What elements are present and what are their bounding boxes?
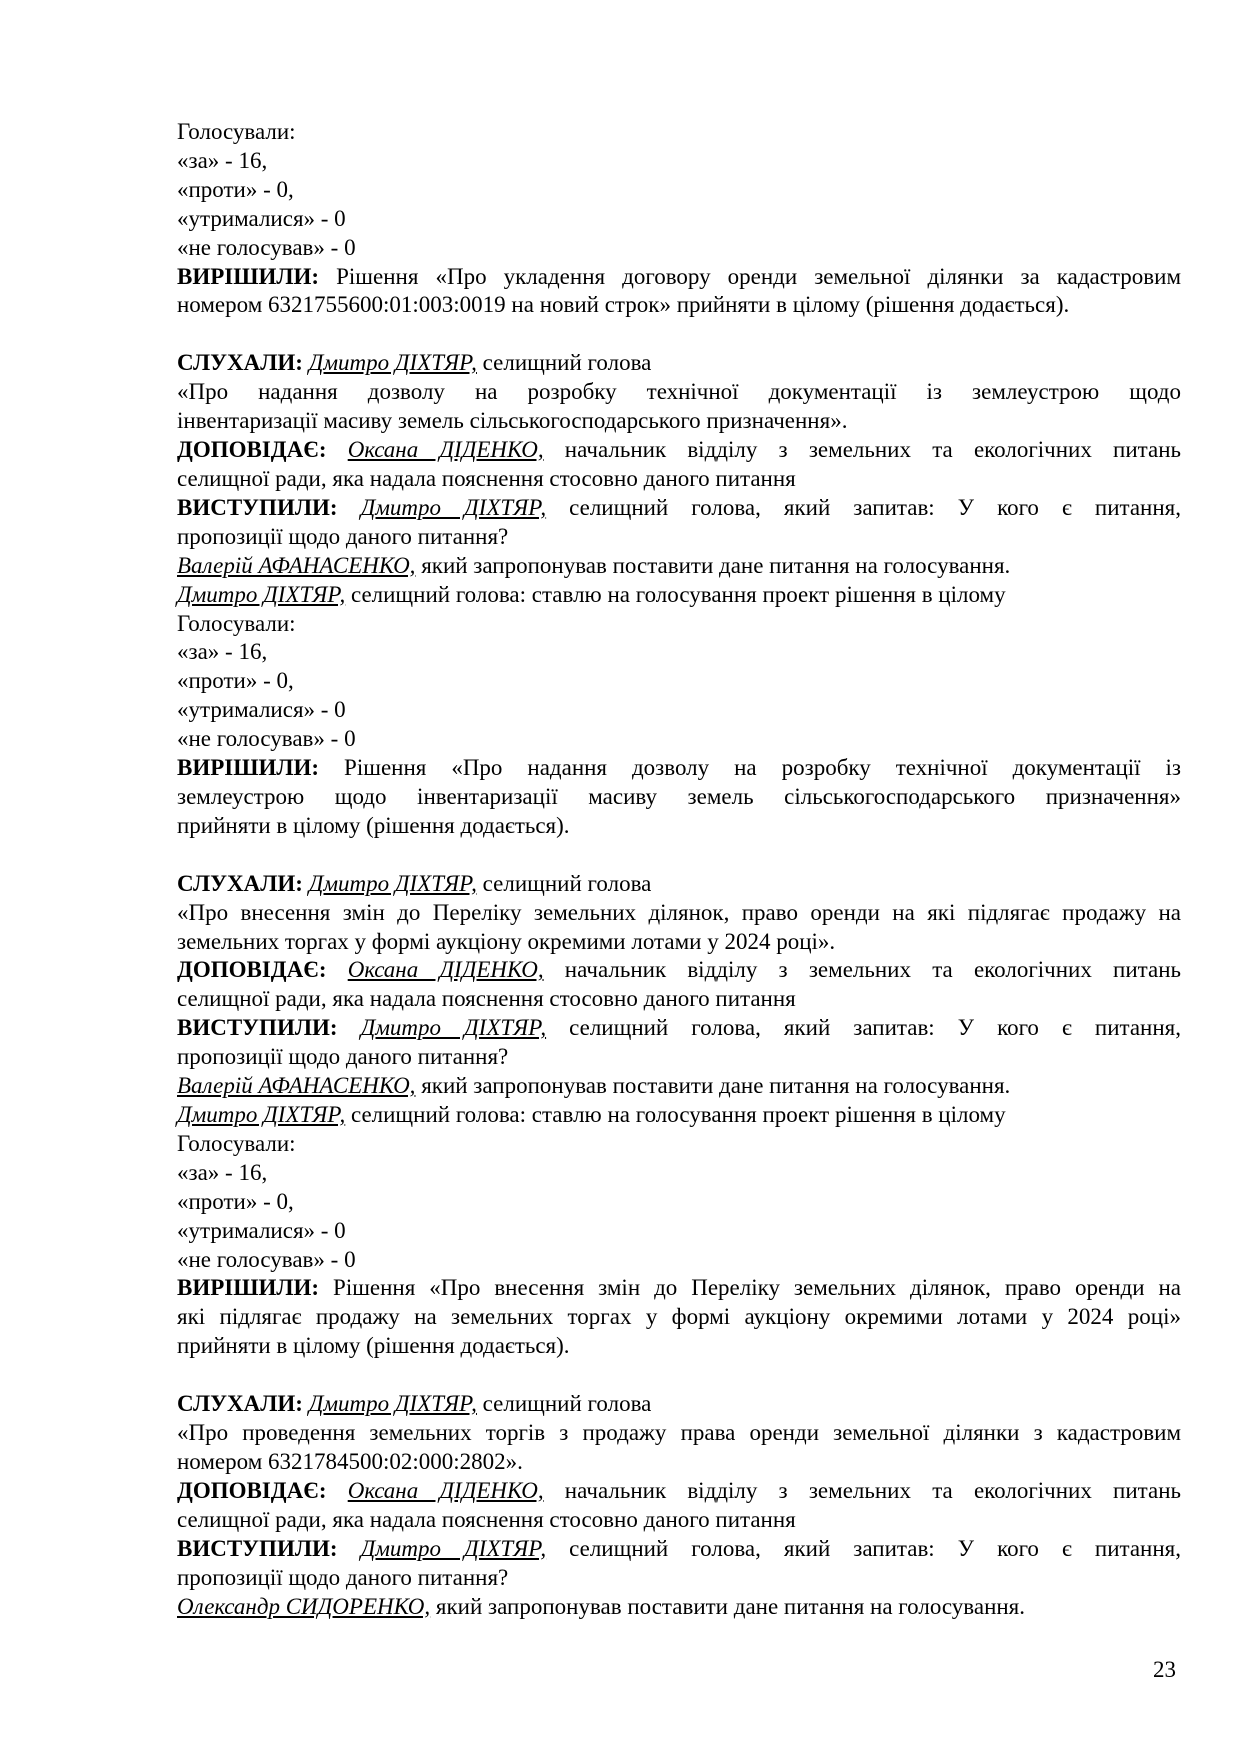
speaker-name: Дмитро ДІХТЯР,: [308, 1391, 477, 1417]
proposer-text: який запропонував поставити дане питання на голосування.: [415, 1073, 1011, 1099]
spoke-line-cont: пропозиції щодо даного питання?: [177, 523, 509, 549]
speaker-name: Дмитро ДІХТЯР,: [360, 1015, 547, 1041]
reports-line-cont: селищної ради, яка надала пояснення стосовно даного питання: [177, 1506, 796, 1532]
decision-text-cont: які підлягає продажу на земельних торгах у формі аукціону окремими лотами у 2024 році»: [177, 1304, 1181, 1330]
decision-text-end: прийняти в цілому (рішення додається).: [177, 812, 570, 838]
reporter-name: Оксана ДІДЕНКО,: [347, 437, 544, 463]
speaker-role: селищний голова: [476, 350, 652, 376]
votes-against: «проти» - 0,: [177, 1188, 294, 1214]
page-content: [177, 118, 1181, 1621]
votes-for: «за» - 16,: [177, 639, 268, 665]
reports-label: ДОПОВІДАЄ:: [177, 437, 327, 463]
decided-label: ВИРІШИЛИ:: [177, 263, 320, 289]
reports-line-cont: селищної ради, яка надала пояснення стосовно даного питання: [177, 986, 796, 1012]
reports-line-cont: селищної ради, яка надала пояснення стосовно даного питання: [177, 465, 796, 491]
reporter-role: начальник відділу з земельних та екологічних питань: [543, 957, 1182, 983]
vote-block-1: [177, 118, 1181, 320]
decision-text-end: прийняти в цілому (рішення додається).: [177, 1333, 570, 1359]
heard-label: СЛУХАЛИ:: [177, 1391, 303, 1417]
decision-line: [177, 754, 1181, 783]
reporter-name: Оксана ДІДЕНКО,: [347, 1477, 544, 1503]
topic-line-cont: номером 6321784500:02:000:2802».: [177, 1448, 523, 1474]
heard-line: [177, 349, 1181, 378]
topic-line: «Про проведення земельних торгів з продажу права оренди земельної ділянки з кадастровим: [177, 1420, 1181, 1446]
agenda-item-3: [177, 870, 1181, 1361]
proposer-name: Олександр СИДОРЕНКО,: [177, 1593, 431, 1619]
spoke-label: ВИСТУПИЛИ:: [177, 494, 338, 520]
heard-label: СЛУХАЛИ:: [177, 350, 303, 376]
spoke-text: селищний голова, який запитав: У кого є питання,: [546, 1535, 1181, 1561]
speaker-role: селищний голова: [476, 1391, 652, 1417]
proposer-line: [177, 552, 1181, 581]
chair-line: [177, 581, 1181, 610]
topic-line-cont: інвентаризації масиву земель сільськогосподарського призначення».: [177, 408, 848, 434]
votes-abstained: «утрималися» - 0: [177, 1217, 346, 1243]
spoke-line-cont: пропозиції щодо даного питання?: [177, 1564, 509, 1590]
votes-for: «за» - 16,: [177, 1159, 268, 1185]
reports-line: [177, 436, 1181, 465]
votes-not-voted: «не голосував» - 0: [177, 726, 356, 752]
votes-not-voted: «не голосував» - 0: [177, 1246, 356, 1272]
reports-label: ДОПОВІДАЄ:: [177, 1477, 327, 1503]
votes-against: «проти» - 0,: [177, 668, 294, 694]
speaker-name: Дмитро ДІХТЯР,: [308, 350, 477, 376]
decision-text: Рішення «Про внесення змін до Переліку земельних ділянок, право оренди на: [319, 1275, 1181, 1301]
reporter-role: начальник відділу з земельних та екологічних питань: [543, 1477, 1182, 1503]
topic-line: «Про внесення змін до Переліку земельних ділянок, право оренди на які підлягає продажу на: [177, 899, 1181, 925]
decided-label: ВИРІШИЛИ:: [177, 755, 320, 781]
agenda-item-2: [177, 349, 1181, 840]
heard-line: [177, 870, 1181, 899]
topic-line: «Про надання дозволу на розробку технічної документації із землеустрою щодо: [177, 379, 1181, 405]
chair-text: селищний голова: ставлю на голосування проект рішення в цілому: [345, 1102, 1006, 1127]
heard-line: [177, 1390, 1181, 1419]
decision-text: Рішення «Про надання дозволу на розробку технічної документації із: [319, 755, 1181, 781]
spoke-label: ВИСТУПИЛИ:: [177, 1535, 338, 1561]
speaker-name: Дмитро ДІХТЯР,: [308, 870, 477, 896]
decision-line: [177, 1274, 1181, 1303]
reports-line: [177, 1477, 1181, 1506]
heard-label: СЛУХАЛИ:: [177, 870, 303, 896]
chair-name: Дмитро ДІХТЯР,: [177, 1102, 346, 1127]
spoke-line-cont: пропозиції щодо даного питання?: [177, 1044, 509, 1070]
chair-name: Дмитро ДІХТЯР,: [177, 581, 346, 607]
topic-line-cont: земельних торгах у формі аукціону окремими лотами у 2024 році».: [177, 928, 836, 954]
speaker-name: Дмитро ДІХТЯР,: [360, 1535, 547, 1561]
speaker-role: селищний голова: [476, 870, 652, 896]
section-spacer: [177, 320, 1181, 349]
chair-line: [177, 1101, 1181, 1130]
votes-abstained: «утрималися» - 0: [177, 697, 346, 723]
votes-for: «за» - 16,: [177, 147, 268, 173]
proposer-line: [177, 1593, 1181, 1622]
reports-label: ДОПОВІДАЄ:: [177, 957, 327, 983]
decision-text-cont: номером 6321755600:01:003:0019 на новий строк» прийняти в цілому (рішення додається).: [177, 292, 1070, 318]
section-spacer: [177, 841, 1181, 870]
proposer-name: Валерій АФАНАСЕНКО,: [177, 552, 416, 578]
decision-line: [177, 263, 1181, 292]
reporter-name: Оксана ДІДЕНКО,: [347, 957, 544, 983]
decision-text-cont: землеустрою щодо інвентаризації масиву земель сільськогосподарського призначення»: [177, 783, 1181, 809]
spoke-text: селищний голова, який запитав: У кого є питання,: [546, 494, 1181, 520]
reporter-role: начальник відділу з земельних та екологічних питань: [543, 437, 1182, 463]
votes-against: «проти» - 0,: [177, 176, 294, 202]
proposer-text: який запропонував поставити дане питання на голосування.: [415, 552, 1011, 578]
spoke-line: [177, 1014, 1181, 1043]
spoke-label: ВИСТУПИЛИ:: [177, 1015, 338, 1041]
spoke-line: [177, 494, 1181, 523]
voted-label: Голосували:: [177, 119, 296, 144]
chair-text: селищний голова: ставлю на голосування проект рішення в цілому: [345, 581, 1006, 607]
votes-abstained: «утрималися» - 0: [177, 205, 346, 231]
spoke-text: селищний голова, який запитав: У кого є питання,: [546, 1015, 1181, 1041]
voted-label: Голосували:: [177, 610, 296, 636]
proposer-text: який запропонував поставити дане питання на голосування.: [430, 1593, 1026, 1619]
agenda-item-4: [177, 1390, 1181, 1621]
votes-not-voted: «не голосував» - 0: [177, 234, 356, 260]
decision-text: Рішення «Про укладення договору оренди земельної ділянки за кадастровим: [319, 263, 1181, 289]
decided-label: ВИРІШИЛИ:: [177, 1275, 320, 1301]
section-spacer: [177, 1361, 1181, 1390]
page-number: 23: [1153, 1657, 1176, 1682]
voted-label: Голосували:: [177, 1130, 296, 1156]
reports-line: [177, 956, 1181, 985]
proposer-name: Валерій АФАНАСЕНКО,: [177, 1073, 416, 1099]
proposer-line: [177, 1072, 1181, 1101]
spoke-line: [177, 1535, 1181, 1564]
speaker-name: Дмитро ДІХТЯР,: [360, 494, 547, 520]
